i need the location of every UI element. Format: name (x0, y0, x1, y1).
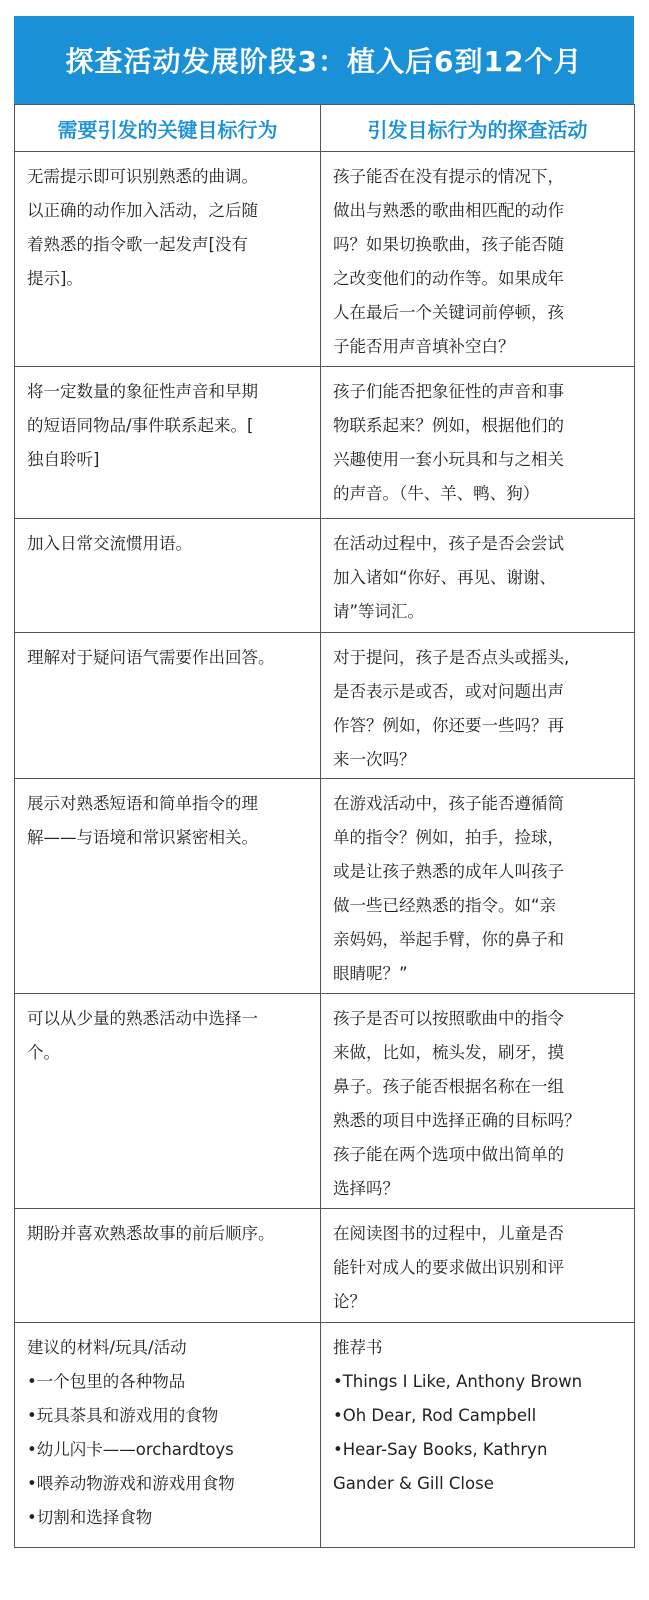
cell-text-line: 选择吗？ (333, 1179, 399, 1198)
table-row (15, 994, 635, 1209)
probe-activity-cell (321, 994, 635, 1209)
target-behavior-cell (15, 152, 321, 367)
cell-text-line: 来做，比如，梳头发，刷牙，摸 (333, 1043, 564, 1062)
cell-text-line: 来一次吗？ (333, 750, 416, 769)
cell-text-line: 个。 (27, 1043, 60, 1062)
cell-text-line: 推荐书 (333, 1338, 383, 1357)
cell-text-line: 孩子能在两个选项中做出简单的 (333, 1145, 564, 1164)
target-behavior-cell (15, 994, 321, 1209)
cell-text-line: •Hear-Say Books, Kathryn (333, 1440, 548, 1459)
cell-text-line: 眼睛呢？” (333, 964, 408, 983)
cell-text-line: •玩具茶具和游戏用的食物 (27, 1406, 219, 1425)
cell-text-line: 在活动过程中，孩子是否会尝试 (333, 534, 564, 553)
cell-text-line: 作答？例如，你还要一些吗？再 (333, 716, 564, 735)
cell-text-line: 期盼并喜欢熟悉故事的前后顺序。 (27, 1224, 275, 1243)
target-behavior-cell (15, 779, 321, 994)
cell-text-line: •喂养动物游戏和游戏用食物 (27, 1474, 235, 1493)
cell-text-line: 或是让孩子熟悉的成年人叫孩子 (333, 862, 564, 881)
cell-text-line: 是否表示是或否，或对问题出声 (333, 682, 564, 701)
table-row (15, 1323, 635, 1548)
probe-activity-cell (321, 633, 635, 779)
cell-text-line: 提示]。 (27, 269, 83, 288)
header-row (15, 105, 635, 152)
cell-text-line: 做出与熟悉的歌曲相匹配的动作 (333, 201, 564, 220)
probe-activity-cell (321, 1209, 635, 1323)
header-probe-activities: 引发目标行为的探查活动 (321, 105, 635, 152)
table-row (15, 519, 635, 633)
probe-activity-cell (321, 779, 635, 994)
cell-text-line: 独自聆听] (27, 450, 100, 469)
cell-text-line: 孩子们能否把象征性的声音和事 (333, 382, 564, 401)
cell-text-line: •幼儿闪卡——orchardtoys (27, 1440, 234, 1459)
page-title: 探查活动发展阶段3：植入后6到12个月 (14, 16, 634, 104)
cell-text-line: 鼻子。孩子能否根据名称在一组 (333, 1077, 564, 1096)
cell-text-line: •Oh Dear, Rod Campbell (333, 1406, 537, 1425)
cell-text-line: 理解对于疑问语气需要作出回答。 (27, 648, 275, 667)
probe-activity-cell (321, 1323, 635, 1548)
target-behavior-cell (15, 1209, 321, 1323)
table-row (15, 367, 635, 519)
cell-text-line: 熟悉的项目中选择正确的目标吗？ (333, 1111, 581, 1130)
table-row (15, 1209, 635, 1323)
cell-text-line: 物联系起来？例如，根据他们的 (333, 416, 564, 435)
table-row (15, 633, 635, 779)
target-behavior-cell (15, 519, 321, 633)
probe-activity-cell (321, 152, 635, 367)
cell-text-line: 展示对熟悉短语和简单指令的理 (27, 794, 258, 813)
cell-text-line: 子能否用声音填补空白？ (333, 337, 515, 356)
cell-text-line: 请”等词汇。 (333, 602, 425, 621)
cell-text-line: 孩子能否在没有提示的情况下， (333, 167, 564, 186)
cell-text-line: 人在最后一个关键词前停顿，孩 (333, 303, 564, 322)
cell-text-line: 加入诸如“你好、再见、谢谢、 (333, 568, 557, 587)
header-target-behaviors: 需要引发的关键目标行为 (15, 105, 321, 152)
cell-text-line: 之改变他们的动作等。如果成年 (333, 269, 564, 288)
cell-text-line: 在阅读图书的过程中，儿童是否 (333, 1224, 564, 1243)
cell-text-line: 在游戏活动中，孩子能否遵循简 (333, 794, 564, 813)
cell-text-line: Gander & Gill Close (333, 1474, 494, 1493)
table-row (15, 779, 635, 994)
cell-text-line: 兴趣使用一套小玩具和与之相关 (333, 450, 564, 469)
activity-table (14, 104, 635, 1548)
cell-text-line: 建议的材料/玩具/活动 (27, 1338, 187, 1357)
cell-text-line: 对于提问，孩子是否点头或摇头, (333, 648, 570, 667)
target-behavior-cell (15, 367, 321, 519)
cell-text-line: 着熟悉的指令歌一起发声[没有 (27, 235, 248, 254)
target-behavior-cell (15, 633, 321, 779)
probe-activity-cell (321, 367, 635, 519)
cell-text-line: •Things I Like, Anthony Brown (333, 1372, 583, 1391)
cell-text-line: 无需提示即可识别熟悉的曲调。 (27, 167, 258, 186)
cell-text-line: 单的指令？例如，拍手，捡球， (333, 828, 564, 847)
probe-activity-cell (321, 519, 635, 633)
cell-text-line: 做一些已经熟悉的指令。如“亲 (333, 896, 557, 915)
cell-text-line: 解——与语境和常识紧密相关。 (27, 828, 258, 847)
cell-text-line: 可以从少量的熟悉活动中选择一 (27, 1009, 258, 1028)
cell-text-line: 的短语同物品/事件联系起来。[ (27, 416, 254, 435)
cell-text-line: 吗？如果切换歌曲，孩子能否随 (333, 235, 564, 254)
target-behavior-cell (15, 1323, 321, 1548)
cell-text-line: 亲妈妈，举起手臂，你的鼻子和 (333, 930, 564, 949)
cell-text-line: 孩子是否可以按照歌曲中的指令 (333, 1009, 564, 1028)
cell-text-line: 以正确的动作加入活动，之后随 (27, 201, 258, 220)
table-row (15, 152, 635, 367)
cell-text-line: 论？ (333, 1292, 366, 1311)
document-sheet (14, 16, 634, 1548)
cell-text-line: •切割和选择食物 (27, 1508, 153, 1527)
cell-text-line: 能针对成人的要求做出识别和评 (333, 1258, 564, 1277)
cell-text-line: 加入日常交流惯用语。 (27, 534, 192, 553)
cell-text-line: 的声音。（牛、羊、鸭、狗） (333, 484, 540, 503)
cell-text-line: •一个包里的各种物品 (27, 1372, 186, 1391)
cell-text-line: 将一定数量的象征性声音和早期 (27, 382, 258, 401)
